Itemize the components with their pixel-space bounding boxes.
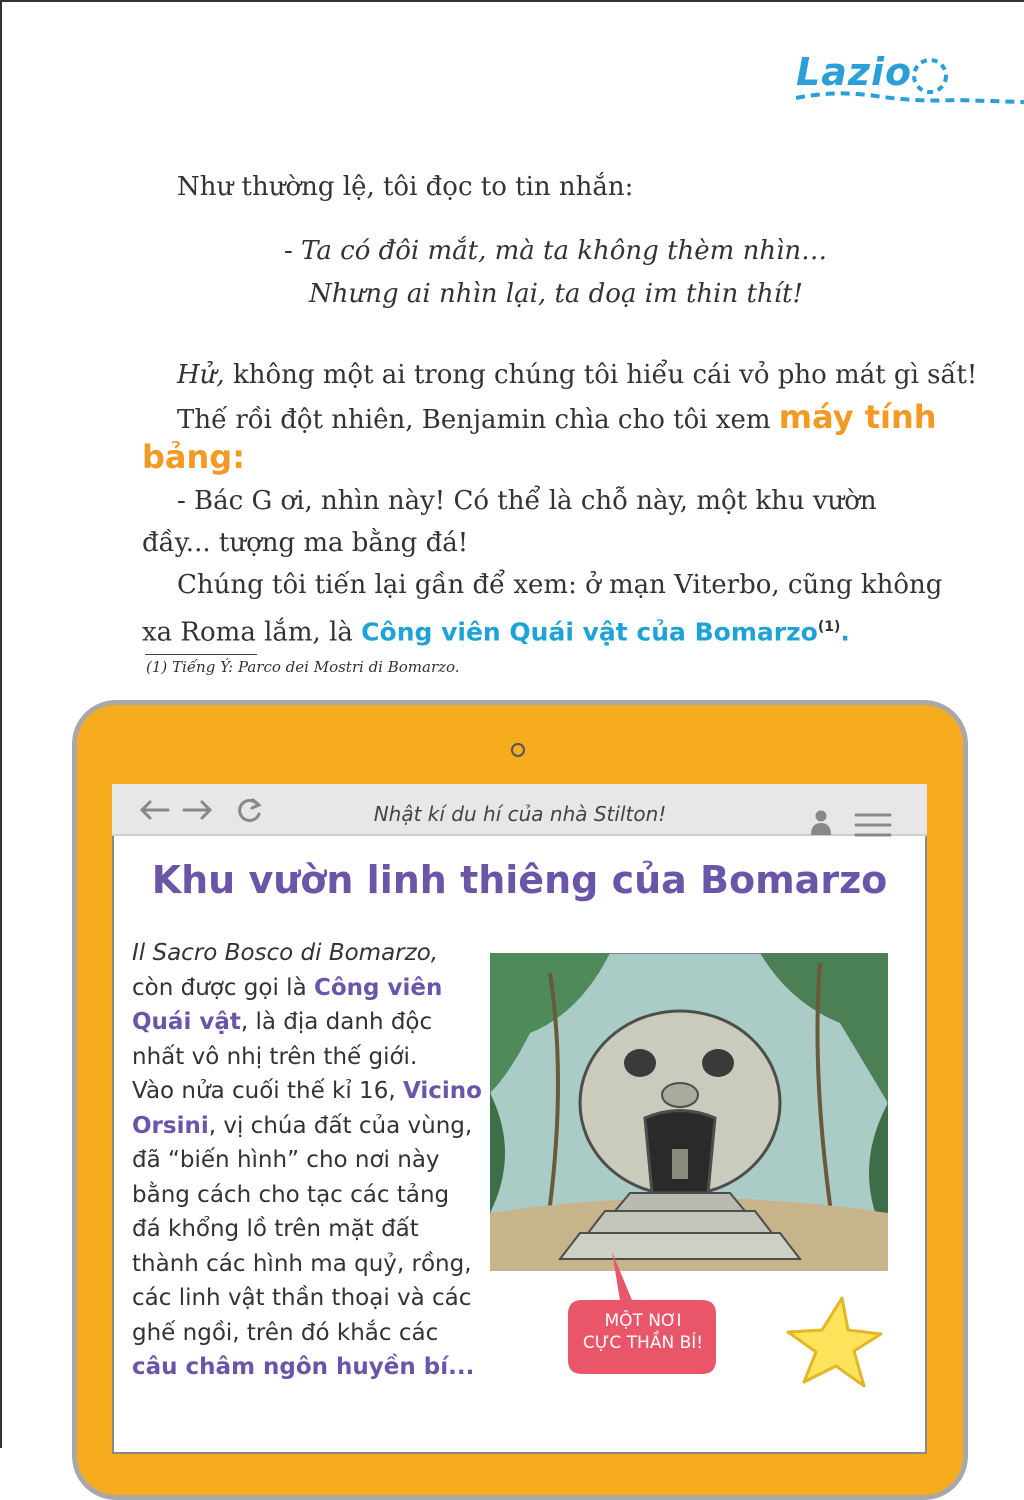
web-line-3: [132, 1005, 482, 1040]
speech-bubble-line-1: MỘT NƠI: [604, 1311, 682, 1331]
paragraph-2-italic: Hử,: [177, 360, 225, 390]
reload-icon[interactable]: [234, 796, 264, 826]
quote-line-1: - Ta có đôi mắt, mà ta không thèm nhìn…: [284, 236, 828, 266]
page-frame-top: [0, 0, 1024, 2]
paragraph-5-line-2: [142, 606, 850, 654]
web-highlight-mottos: câu châm ngôn huyền bí...: [132, 1354, 475, 1380]
footnote: (1) Tiếng Ý: Parco dei Mostri di Bomarzo.: [146, 658, 460, 676]
highlight-tablet-2: bảng:: [142, 438, 245, 476]
back-arrow-icon[interactable]: [138, 798, 170, 822]
browser-page-title: Nhật kí du hí của nhà Stilton!: [373, 802, 667, 826]
web-line-3-text: , là địa danh độc: [240, 1009, 433, 1035]
web-line-8: bằng cách cho tạc các tảng: [132, 1181, 450, 1208]
web-line-5-text: Vào nửa cuối thế kỉ 16,: [132, 1078, 403, 1104]
paragraph-2-rest: không một ai trong chúng tôi hiểu cái vỏ pho mát gì sất!: [224, 360, 978, 390]
web-line-10: thành các hình ma quỷ, rồng,: [132, 1250, 472, 1277]
user-icon[interactable]: [808, 808, 834, 836]
web-highlight-vicino: Vicino: [402, 1078, 482, 1104]
forward-arrow-icon[interactable]: [182, 798, 214, 822]
paragraph-5-start: xa Roma lắm, là: [142, 617, 362, 648]
web-line-11: các linh vật thần thoại và các: [132, 1285, 472, 1311]
web-highlight-monster: Quái vật: [132, 1009, 241, 1035]
web-highlight-park: Công viên: [313, 974, 443, 1001]
web-article-title: Khu vườn linh thiêng của Bomarzo: [151, 858, 888, 902]
web-highlight-orsini: Orsini: [132, 1112, 209, 1139]
paragraph-5-end: .: [840, 617, 850, 647]
footnote-divider: [145, 654, 257, 655]
paragraph-3-line-2: [142, 436, 245, 481]
paragraph-2: [177, 354, 977, 396]
web-line-2: [132, 971, 482, 1006]
footnote-marker: (1): [817, 619, 841, 635]
web-line-9: đá khổng lồ trên mặt đất: [132, 1216, 419, 1242]
web-line-4: nhất vô nhị trên thế giới.: [132, 1043, 418, 1070]
web-line-6: [132, 1109, 482, 1144]
paragraph-1: Như thường lệ, tôi đọc to tin nhắn:: [177, 172, 634, 202]
web-line-2-text: còn được gọi là: [132, 974, 314, 1001]
web-line-6-text: , vị chúa đất của vùng,: [208, 1112, 473, 1139]
page-frame-left: [0, 0, 2, 1448]
camera-icon: [511, 743, 525, 757]
highlight-park-name: Công viên Quái vật của Bomarzo: [361, 617, 818, 647]
chapter-title: Lazio: [796, 50, 913, 94]
web-line-7: đã “biến hình” cho nơi này: [132, 1147, 440, 1173]
paragraph-3-line-1: [177, 396, 937, 441]
monster-face-illustration: [490, 953, 888, 1271]
speech-bubble-line-2: CỰC THẦN BÍ!: [582, 1333, 704, 1353]
web-article-body: [132, 936, 482, 1385]
paragraph-5-line-1: Chúng tôi tiến lại gần để xem: ở mạn Viterbo, cũng không: [177, 570, 943, 600]
paragraph-4-line-2: đầy... tượng ma bằng đá!: [142, 528, 469, 558]
chapter-header: [796, 50, 1024, 120]
menu-icon[interactable]: [854, 812, 892, 838]
speech-bubble-text: [568, 1310, 718, 1354]
web-line-5: [132, 1074, 482, 1109]
highlight-tablet-1: máy tính: [778, 398, 937, 436]
quote-line-2: Nhưng ai nhìn lại, ta doạ im thin thít!: [309, 279, 803, 309]
web-line-12: ghế ngồi, trên đó khắc các: [132, 1319, 439, 1346]
paragraph-3-start: Thế rồi đột nhiên, Benjamin chìa cho tôi xem: [177, 405, 779, 435]
star-icon: [784, 1296, 884, 1390]
paragraph-4-line-1: - Bác G ơi, nhìn này! Có thể là chỗ này, một khu vườn: [177, 486, 877, 516]
web-line-1: Il Sacro Bosco di Bomarzo,: [132, 940, 439, 966]
